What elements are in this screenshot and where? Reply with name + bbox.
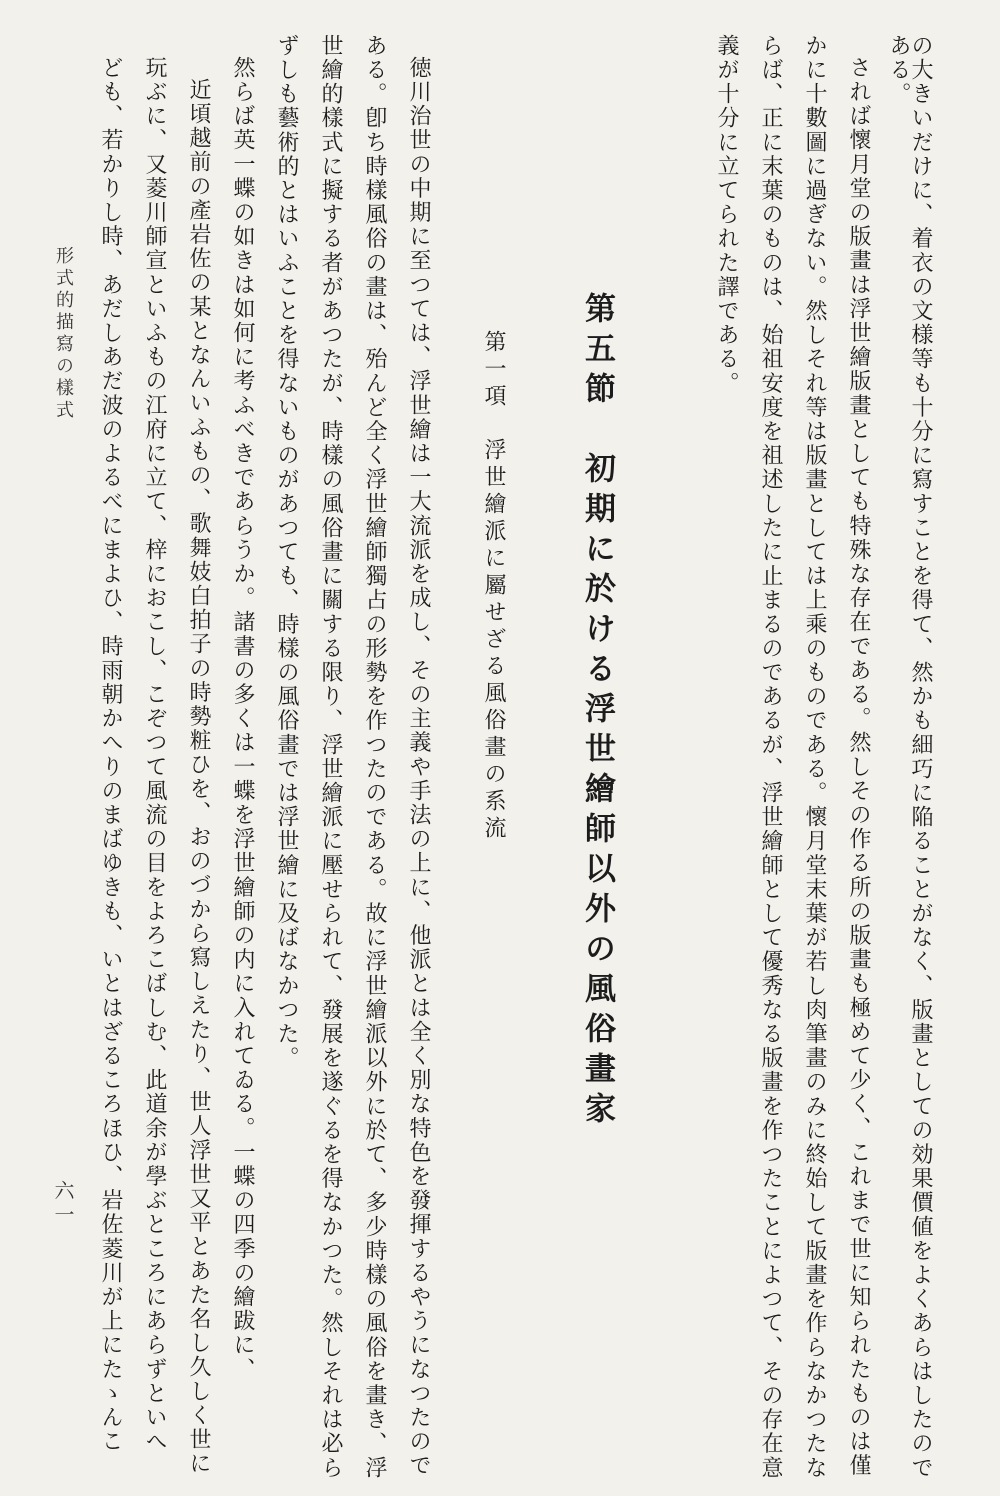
quote-column-2: 玩ぶに、又菱川師宣といふもの江府に立て、梓におこし、こぞつて風流の目をよろこばしむ、此道余が學ぶところにあらずといへ (142, 56, 167, 1454)
subsection-heading: 第一項 浮世繪派に屬せざる風俗畫の系流 (481, 330, 506, 843)
text-column-3: されば懷月堂の版畫は浮世繪版畫としても特殊な存在である。然しその作る所の版畫も極めて少く、これまで世に知られたものは僅 (846, 56, 871, 1478)
text-column-4: かに十數圖に過ぎない。然しそれ等は版畫としては上乘のものである。懷月堂末葉が若し肉筆畫のみに終始して版畫を作らなかつたな (802, 34, 827, 1480)
text-column-5: らば、正に末葉のものは、始祖安度を祖述したに止まるのであるが、浮世繪師として優秀なる版畫を作つたことによつて、その存在意 (758, 34, 783, 1480)
running-footer: 形式的描寫の樣式 (53, 246, 74, 422)
section-heading: 第五節 初期に於ける浮世繪師以外の風俗畫家 (579, 292, 615, 1132)
page-number: 六一 (51, 1180, 75, 1228)
text-column-9: 世繪的樣式に擬する者があつたが、時樣の風俗畫に關する限り、浮世繪派に壓せられて、發展を遂ぐるを得なかつた。然しそれは必ら (318, 34, 343, 1480)
text-column-8: ある。卽ち時樣風俗の畫は、殆んど全く浮世繪師獨占の形勢を作つたのである。故に浮世繪派以外に於て、多少時樣の風俗を畫き、浮 (362, 34, 387, 1480)
text-column-7: 徳川治世の中期に至つては、浮世繪は一大流派を成し、その主義や手法の上に、他派とは全く別な特色を發揮するやうになつたので (406, 56, 431, 1478)
text-column-10: ずしも藝術的とはいふことを得ないものがあつても、時樣の風俗畫では浮世繪に及ばなかつた。 (274, 34, 299, 1071)
text-column-1: の大きいだけに、着衣の文様等も十分に寫すことを得て、然かも細巧に陥ることがなく、版畫としての効果價値をよくあらはしたので (908, 34, 933, 1480)
quote-column-1: 近頃越前の產岩佐の某となんいふもの、歌舞妓白拍子の時勢粧ひを、おのづから寫しえたり、世人浮世又平とあた名し久しく世に (186, 78, 211, 1476)
text-column-2: ある。 (886, 34, 911, 107)
text-column-11: 然らば英一蝶の如きは如何に考ふべきであらうか。諸書の多くは一蝶を浮世繪師の内に入れてゐる。一蝶の四季の繪跋に、 (230, 56, 255, 1382)
text-column-6: 義が十分に立てられた譯である。 (714, 34, 739, 396)
quote-column-3: ども、若かりし時、あだしあだ波のよるべにまよひ、時雨朝かへりのまばゆきも、いとはざるころほひ、岩佐菱川が上にたゝんこ (98, 56, 123, 1454)
